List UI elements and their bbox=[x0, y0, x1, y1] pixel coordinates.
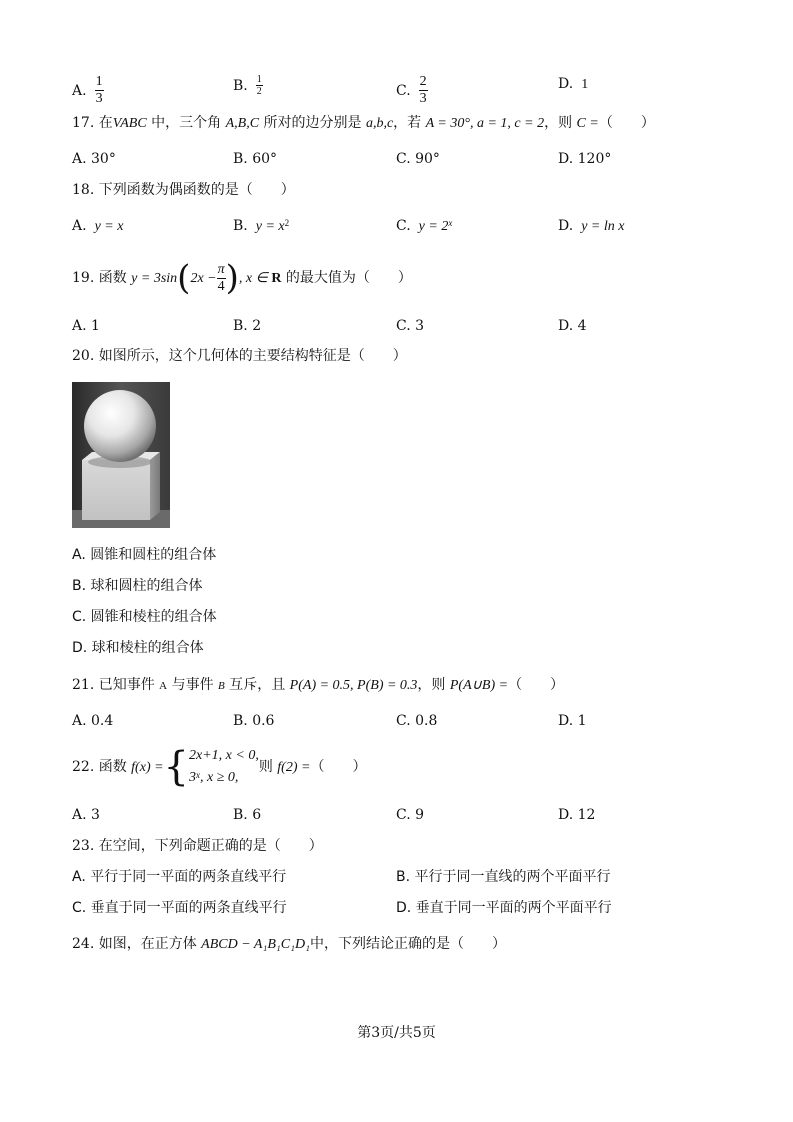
q16-option-c: C. $\frac{2}{3}$ bbox=[396, 74, 427, 106]
q22-option-d: D. 12 bbox=[558, 807, 596, 823]
page-footer: 第3页/共5页 bbox=[357, 1025, 436, 1041]
q23-option-a: A. 平行于同一平面的两条直线平行 bbox=[72, 869, 287, 885]
q19-option-c: C. 3 bbox=[396, 318, 425, 334]
q20-option-c: C. 圆锥和棱柱的组合体 bbox=[72, 609, 217, 625]
q17-option-b: B. 60° bbox=[233, 151, 278, 167]
q17-option-c: C. 90° bbox=[396, 151, 440, 167]
q19-option-b: B. 2 bbox=[233, 318, 262, 334]
q18-option-c: C. $y = 2^x$ bbox=[396, 218, 453, 234]
q23-option-d: D. 垂直于同一平面的两个平面平行 bbox=[396, 900, 612, 916]
q23-option-b: B. 平行于同一直线的两个平面平行 bbox=[396, 869, 611, 885]
q17-option-a: A. 30° bbox=[72, 151, 116, 167]
q21-option-b: B. 0.6 bbox=[233, 713, 275, 729]
q18-stem: 18. 下列函数为偶函数的是（ ） bbox=[72, 182, 295, 198]
q18-option-d: D. y = ln x bbox=[558, 218, 625, 234]
q18-option-a: A. y = x bbox=[72, 218, 124, 234]
q19-stem: 19. 函数 y = 3sin(2x − $\frac{\pi}{4}$ ), x ∈ R 的最大值为（ ） bbox=[72, 258, 412, 298]
q20-option-b: B. 球和圆柱的组合体 bbox=[72, 578, 203, 594]
q21-option-d: D. 1 bbox=[558, 713, 587, 729]
q17-stem: 17. 在VABC 中，三个角 A,B,C 所对的边分别是 a,b,c，若 A = 30°, a = 1, c = 2，则 C =（ ） bbox=[72, 115, 655, 131]
q20-option-d: D. 球和棱柱的组合体 bbox=[72, 640, 204, 656]
q24-stem: 24. 如图，在正方体 ABCD − A₁B₁C₁D₁中，下列结论正确的是（ ） bbox=[72, 936, 506, 952]
q21-stem: 21. 已知事件 A 与事件 B 互斥，且 P(A) = 0.5, P(B) = 0.3，则 P(A∪B) =（ ） bbox=[72, 677, 565, 693]
q21-option-c: C. 0.8 bbox=[396, 713, 438, 729]
q20-stem: 20. 如图所示，这个几何体的主要结构特征是（ ） bbox=[72, 348, 407, 364]
q23-option-c: C. 垂直于同一平面的两条直线平行 bbox=[72, 900, 287, 916]
q16-options bbox=[0, 64, 793, 104]
q16-option-d: D. 1 bbox=[558, 76, 589, 92]
sphere-on-cube-photo bbox=[72, 382, 170, 528]
q22-option-b: B. 6 bbox=[233, 807, 262, 823]
q19-option-a: A. 1 bbox=[72, 318, 100, 334]
q23-stem: 23. 在空间，下列命题正确的是（ ） bbox=[72, 838, 323, 854]
q22-option-c: C. 9 bbox=[396, 807, 425, 823]
q22-option-a: A. 3 bbox=[72, 807, 100, 823]
q20-option-a: A. 圆锥和圆柱的组合体 bbox=[72, 547, 217, 563]
q16-option-a: A. $\frac{1}{3}$ bbox=[72, 74, 103, 106]
q18-option-b: B. $y = x^2$ bbox=[233, 218, 290, 234]
q17-option-d: D. 120° bbox=[558, 151, 612, 167]
q19-option-d: D. 4 bbox=[558, 318, 587, 334]
q16-option-b: B. $\frac{1}{2}$ bbox=[233, 74, 262, 97]
q21-option-a: A. 0.4 bbox=[72, 713, 114, 729]
q22-stem: 22. 函数 f(x) ={ 2x+1, x < 0, 3$^x$, x ≥ 0, 则 f(2) =（ ） bbox=[72, 744, 367, 790]
